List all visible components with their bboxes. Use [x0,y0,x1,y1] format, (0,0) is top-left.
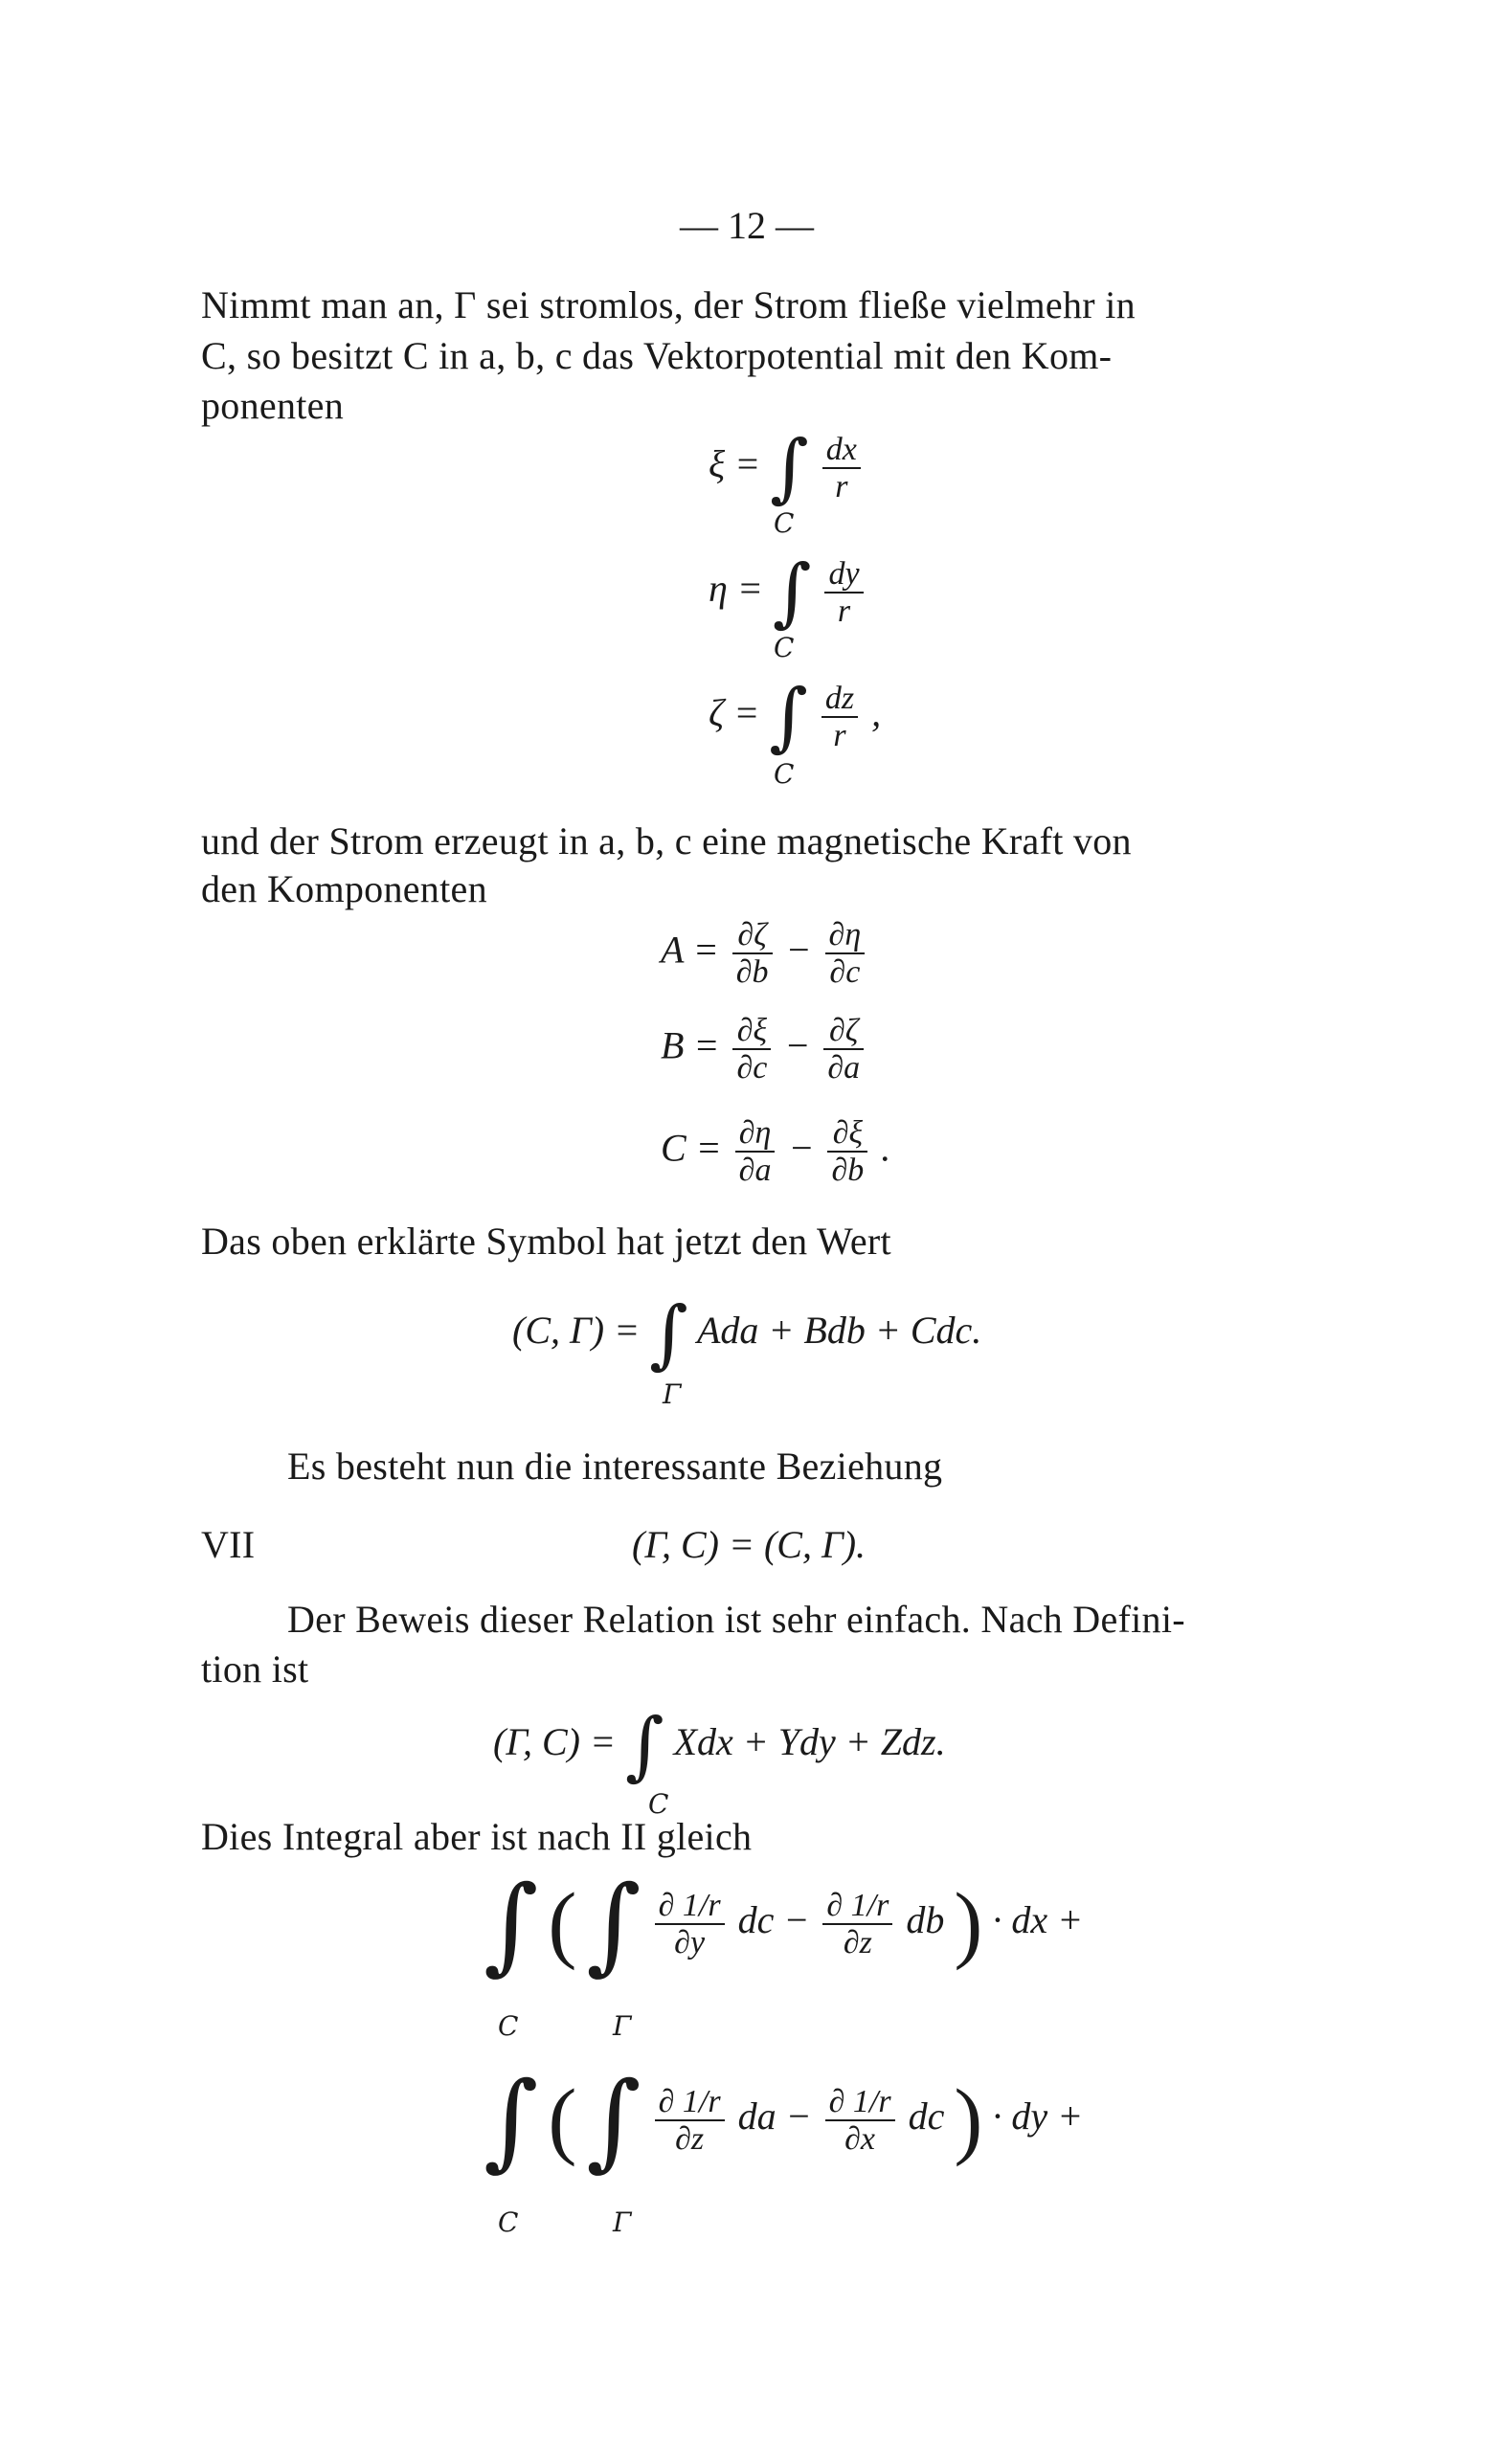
denominator: ∂y [674,1925,706,1960]
fraction [655,1888,725,1961]
close-paren: ) [954,2072,983,2167]
numerator: dx [822,432,861,469]
equation-C-Gamma [512,1291,982,1378]
double-integral-line-2 [484,2059,1084,2182]
equation-xi [709,425,865,511]
equation-A [661,917,868,991]
integral-sign: ∫ [624,1703,664,1789]
differential: dc [908,2094,945,2139]
integral-subscript: C [774,632,795,663]
denominator: r [837,594,851,629]
open-paren: ( [548,2072,577,2167]
inner-integral-subscript: Γ [613,2206,632,2238]
denominator: ∂a [827,1050,861,1086]
equation-tail: · dy + [992,2094,1084,2139]
differential: da − [737,2094,812,2139]
fraction [655,2084,725,2158]
integral-sign: ∫ [649,1291,688,1378]
integral-subscript: C [774,758,795,790]
minus-sign: − [785,928,812,972]
paragraph-2-line-2: den Komponenten [201,867,487,910]
denominator: ∂a [738,1153,772,1189]
equation-lhs: (Γ, C) = [493,1720,616,1764]
differential: dc − [737,1898,810,1942]
equation-Gamma-C [493,1703,946,1789]
integrand: Xdx + Ydy + Zdz. [673,1720,946,1764]
double-integral-line-1 [484,1863,1084,1985]
denominator: ∂z [675,2121,705,2157]
denominator: ∂x [844,2121,876,2157]
inner-integral-sign: ∫ [586,2059,641,2182]
differential: db [906,1898,945,1942]
integral-sign: ∫ [769,674,808,760]
equation-lhs: ζ = [709,691,760,735]
numerator: ∂ 1/r [655,1888,725,1925]
inner-integral-subscript: Γ [613,2010,632,2042]
equation-label-VII: VII [201,1523,256,1566]
fraction [732,917,773,991]
numerator: ∂ζ [823,1013,864,1050]
equation-tail: · dx + [992,1898,1084,1942]
numerator: ∂ 1/r [655,2084,725,2121]
equation-C [661,1115,890,1189]
integral-subscript: C [774,507,795,539]
fraction [825,917,866,991]
denominator: ∂c [829,954,861,991]
numerator: dy [824,556,863,594]
fraction [735,1115,776,1189]
paragraph-1-line-2: C, so besitzt C in a, b, c das Vektorpotential mit den Kom- [201,334,1113,377]
fraction [822,681,858,754]
outer-integral-sign: ∫ [484,2059,539,2182]
equation-lhs: A = [661,928,719,972]
page-number: — 12 — [680,204,814,247]
numerator: ∂ 1/r [822,1888,892,1925]
denominator: ∂c [736,1050,768,1086]
outer-integral-sign: ∫ [484,1863,539,1985]
paragraph-1-line-3: ponenten [201,384,345,427]
numerator: ∂ζ [732,917,773,954]
equation-lhs: η = [709,567,763,611]
denominator: ∂b [735,954,769,991]
paragraph-4-line-1: Es besteht nun die interessante Beziehung [287,1445,943,1488]
outer-integral-subscript: C [498,2206,519,2238]
integral-subscript: C [648,1788,669,1820]
equation-lhs: B = [661,1023,720,1067]
denominator: ∂z [843,1925,872,1960]
numerator: dz [822,681,858,718]
equation-zeta [709,674,882,760]
numerator: ∂ξ [732,1013,771,1050]
integral-sign: ∫ [772,549,812,636]
numerator: ∂η [825,917,866,954]
equation-VII: (Γ, C) = (C, Γ). [632,1523,867,1566]
fraction [824,556,863,630]
fraction [825,2084,895,2158]
denominator: ∂b [831,1153,865,1189]
numerator: ∂ξ [827,1115,867,1153]
equation-lhs: (C, Γ) = [512,1309,641,1353]
inner-integral-sign: ∫ [586,1863,641,1985]
fraction [822,1888,892,1961]
numerator: ∂η [735,1115,776,1153]
paragraph-5-line-1: Der Beweis dieser Relation ist sehr einfach. Nach Defini- [287,1598,1185,1641]
integral-subscript: Γ [663,1378,682,1410]
fraction [822,432,861,505]
open-paren: ( [548,1876,577,1971]
fraction [732,1013,771,1086]
denominator: r [833,718,846,753]
paragraph-5-line-2: tion ist [201,1647,309,1691]
paragraph-6-line-1: Dies Integral aber ist nach II gleich [201,1815,753,1858]
close-paren: ) [954,1876,983,1971]
equation-tail: , [871,691,882,735]
integrand: Ada + Bdb + Cdc. [697,1309,982,1353]
numerator: ∂ 1/r [825,2084,895,2121]
paragraph-1-line-1: Nimmt man an, Γ sei stromlos, der Strom fließe vielmehr in [201,283,1136,326]
equation-tail: . [881,1126,891,1170]
equation-lhs: C = [661,1126,722,1170]
paragraph-2-line-1: und der Strom erzeugt in a, b, c eine magnetische Kraft von [201,819,1132,862]
equation-B [661,1013,867,1086]
paragraph-3-line-1: Das oben erklärte Symbol hat jetzt den Wert [201,1220,891,1263]
outer-integral-subscript: C [498,2010,519,2042]
equation-eta [709,549,867,636]
fraction [827,1115,867,1189]
fraction [823,1013,864,1086]
integral-sign: ∫ [770,425,809,511]
denominator: r [835,469,848,504]
minus-sign: − [784,1023,811,1067]
equation-lhs: ξ = [709,442,761,486]
minus-sign: − [788,1126,815,1170]
